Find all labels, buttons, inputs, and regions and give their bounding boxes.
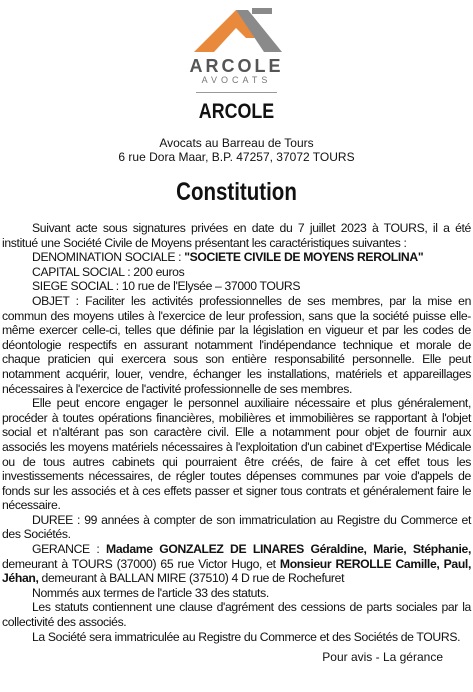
intro-paragraph: Suivant acte sous signatures privées en date du 7 juillet 2023 à TOURS, il a été institué une Société Civile de Moyens présentant les caractéristiques suivantes : <box>2 221 471 250</box>
siege-line: SIEGE SOCIAL : 10 rue de l'Elysée – 37000 TOURS <box>32 279 301 294</box>
firm-address: 6 rue Dora Maar, B.P. 47257, 37072 TOURS <box>118 150 355 164</box>
notice-body <box>2 221 471 644</box>
gerance-paragraph <box>2 542 471 586</box>
logo-wordmark: ARCOLE <box>189 56 284 76</box>
denomination-value: "SOCIETE CIVILE DE MOYENS REROLINA" <box>184 250 424 265</box>
logo-mark-icon <box>186 4 287 54</box>
divider <box>196 92 277 93</box>
gerant2-address: demeurant à BALLAN MIRE (37510) 4 D rue de Rochefuret <box>38 571 345 586</box>
denomination-label: DENOMINATION SOCIALE : <box>32 250 185 265</box>
duree-paragraph: DUREE : 99 années à compter de son immatriculation au Registre du Commerce et des Sociétés. <box>2 512 471 542</box>
denomination-line <box>2 250 471 265</box>
immatriculation-paragraph: La Société sera immatriculée au Registre du Commerce et des Sociétés de TOURS. <box>32 629 461 644</box>
objet-continued-paragraph: Elle peut encore engager le personnel auxiliaire nécessaire et plus généralement, procéder à toutes opérations financières, mobilières et immobilières se rapportant à l'objet social et n'altérant pas son caractère civil. Elle a notamment pour objet de fournir aux associés les moyens matériels nécessaires à l'exploitation d'un cabinet d'Expertise Médicale ou de tous autres cabinets qui pourraient être créés, de faire à cet effet tous les investissements nécessaires, de régler toutes dépenses communes par voie d'appels de fonds sur les associés et à ces effets passer et signer tous contrats et généralement faire le nécessaire. <box>2 396 471 513</box>
firm-description: Avocats au Barreau de Tours <box>159 136 314 150</box>
objet-paragraph: OBJET : Faciliter les activités professionnelles de ses membres, par la mise en commun des moyens utiles à l'exercice de leur profession, sans que la société puisse elle-même exercer celle-ci, telles que définie par la législation en vigueur et par les codes de déontologie respectifs en assurant notamment l'indépendance technique et morale de chaque praticien qui exercera sous son entière responsabilité personnelle. Elle peut notamment acquérir, louer, vendre, échanger les installations, matériels et appareillages nécessaires à l'exercice de l'activité professionnelle de ses membres. <box>2 293 471 396</box>
gerant2-name: Monsieur REROLLE Camille, Paul, Jéhan, <box>2 556 471 586</box>
firm-name: ARCOLE <box>198 100 275 123</box>
capital-line: CAPITAL SOCIAL : 200 euros <box>32 264 185 279</box>
notice-title: Constitution <box>176 178 297 206</box>
gerant1-name: Madame GONZALEZ DE LINARES Géraldine, Marie, Stéphanie, <box>106 542 471 557</box>
nommes-line: Nommés aux termes de l'article 33 des statuts. <box>32 585 269 600</box>
firm-logo <box>0 0 473 95</box>
gerance-label: GERANCE : <box>32 542 107 557</box>
logo-tagline: AVOCATS <box>201 75 272 85</box>
statuts-paragraph: Les statuts contiennent une clause d'agrément des cessions de parts sociales par la collectivité des associés. <box>2 600 471 630</box>
gerant1-address: demeurant à TOURS (37000) 65 rue Victor Hugo, et <box>2 556 280 571</box>
closing-signature: Pour avis - La gérance <box>322 650 443 664</box>
